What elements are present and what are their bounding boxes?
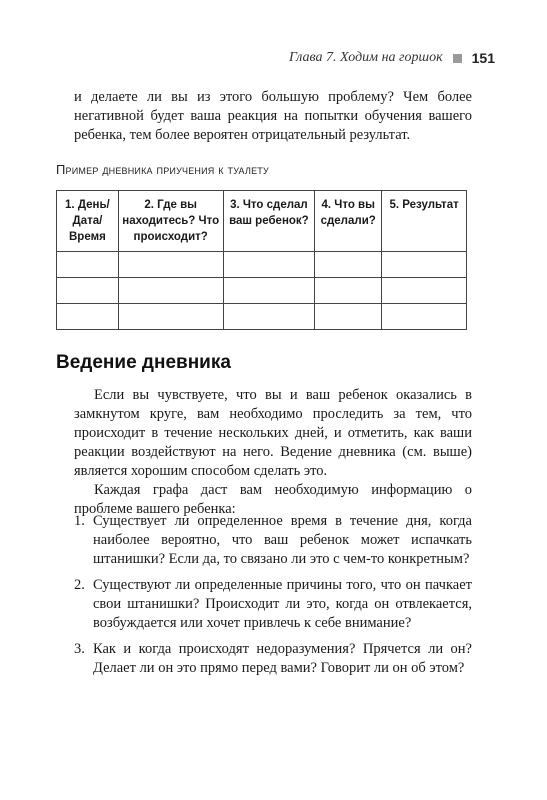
table-row [57,252,467,278]
toilet-diary-table [56,190,467,330]
table-cell [223,252,315,278]
table-row [57,304,467,330]
table-row [57,278,467,304]
running-header [289,50,495,66]
table-cell [382,278,467,304]
table-cell [382,304,467,330]
section-heading: Ведение дневника [56,352,231,373]
column-header-result: 5. Результат [382,191,467,252]
column-header-where: 2. Где вы находитесь? Что происходит? [118,191,223,252]
list-item-text: Как и когда происходят недоразумения? Прячется ли он? Делает ли он это прямо перед вами? Говорит ли он об этом? [93,641,472,676]
column-header-your-action: 4. Что вы сделали? [315,191,382,252]
list-item-number: 3. [74,641,85,657]
column-header-child-action: 3. Что сделал ваш ребенок? [223,191,315,252]
table-cell [118,278,223,304]
list-item [74,576,472,633]
chapter-title: Глава 7. Ходим на горшок [289,50,443,65]
table-header-row [57,191,467,252]
table-cell [223,304,315,330]
table-cell [223,278,315,304]
table-cell [57,252,119,278]
column-header-day: 1. День/ Дата/ Время [57,191,119,252]
list-item [74,640,472,678]
page-number: 151 [471,50,495,66]
table-cell [382,252,467,278]
section-body [74,386,472,519]
list-item-number: 2. [74,577,85,593]
list-item [74,512,472,569]
table-cell [57,278,119,304]
list-item-number: 1. [74,513,85,529]
table-cell [315,304,382,330]
table-cell [315,278,382,304]
intro-paragraph: и делаете ли вы из этого большую проблему? Чем более негативной будет ваша реакция на попытки обучения вашего ребенка, тем более вероятен отрицательный результат. [74,89,472,143]
table-title: Пример дневника приучения к туалету [56,162,269,177]
body-paragraph: Если вы чувствуете, что вы и ваш ребенок оказались в замкнутом круге, вам необходимо проследить за тем, что происходит в течение нескольких дней, и отметить, как ваши реакции воздействуют на него. Ведение дневника (см. выше) является хорошим способом сделать это. [74,387,472,479]
question-list [74,512,472,685]
body-paragraph: Каждая графа даст вам необходимую информацию о проблеме вашего ребенка: [74,482,472,517]
table-cell [315,252,382,278]
header-square-marker [453,54,462,63]
table-cell [57,304,119,330]
list-item-text: Существует ли определенное время в течение дня, когда наиболее вероятно, что ваш ребенок может испачкать штанишки? Если да, то связано ли это с чем-то конкретным? [93,513,472,567]
table-cell [118,304,223,330]
list-item-text: Существуют ли определенные причины того, что он пачкает свои штанишки? Происходит ли это, когда он отвлекается, возбуждается или хочет привлечь к себе внимание? [93,577,472,631]
table-cell [118,252,223,278]
